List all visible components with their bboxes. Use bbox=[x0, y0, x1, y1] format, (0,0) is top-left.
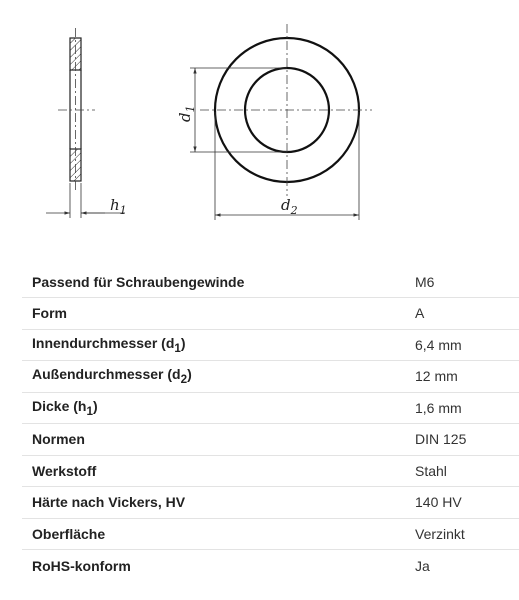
spec-row bbox=[22, 424, 519, 456]
spec-value: 140 HV bbox=[415, 487, 519, 519]
spec-value: 12 mm bbox=[415, 361, 519, 393]
spec-label bbox=[22, 550, 415, 582]
d2-label: $d_2$ bbox=[281, 196, 298, 217]
washer-technical-drawing bbox=[0, 0, 519, 240]
spec-label-text: Passend für Schraubengewinde bbox=[32, 273, 245, 290]
spec-label-text: Form bbox=[32, 305, 67, 322]
spec-value: 1,6 mm bbox=[415, 392, 519, 424]
h1-label: $h_1$ bbox=[110, 196, 127, 217]
spec-label bbox=[22, 455, 415, 487]
spec-row bbox=[22, 329, 519, 361]
spec-label-text: RoHS-konform bbox=[32, 557, 131, 574]
spec-label-text: Dicke (h bbox=[32, 397, 87, 414]
specs-table bbox=[22, 266, 519, 581]
spec-row bbox=[22, 298, 519, 330]
spec-label-suffix: ) bbox=[92, 397, 98, 414]
spec-row bbox=[22, 266, 519, 298]
side-view bbox=[46, 28, 127, 218]
spec-label-text: Außendurchmesser (d bbox=[32, 366, 181, 383]
spec-label bbox=[22, 298, 415, 330]
spec-label bbox=[22, 329, 415, 361]
spec-value: Ja bbox=[415, 550, 519, 582]
spec-value: Verzinkt bbox=[415, 518, 519, 550]
spec-label bbox=[22, 266, 415, 298]
spec-label-text: Innendurchmesser (d bbox=[32, 334, 175, 351]
spec-value: 6,4 mm bbox=[415, 329, 519, 361]
spec-value: Stahl bbox=[415, 455, 519, 487]
spec-row bbox=[22, 361, 519, 393]
specs-table-body bbox=[22, 266, 519, 581]
spec-label-text: Werkstoff bbox=[32, 462, 97, 479]
spec-label bbox=[22, 487, 415, 519]
spec-label bbox=[22, 424, 415, 456]
spec-value: M6 bbox=[415, 273, 435, 290]
spec-row bbox=[22, 455, 519, 487]
spec-row bbox=[22, 392, 519, 424]
spec-label-suffix: ) bbox=[180, 334, 186, 351]
spec-label-subscript: 1 bbox=[86, 404, 93, 418]
spec-label-subscript: 1 bbox=[174, 341, 181, 355]
spec-label-text: Härte nach Vickers, HV bbox=[32, 494, 186, 511]
spec-label bbox=[22, 518, 415, 550]
spec-label bbox=[22, 392, 415, 424]
spec-value: DIN 125 bbox=[415, 424, 519, 456]
spec-row bbox=[22, 487, 519, 519]
spec-label-text: Oberfläche bbox=[32, 525, 106, 542]
spec-label bbox=[22, 361, 415, 393]
spec-value: A bbox=[415, 298, 519, 330]
front-view bbox=[176, 24, 372, 220]
d1-label: $d_1$ bbox=[176, 105, 197, 122]
spec-row bbox=[22, 550, 519, 582]
spec-label-subscript: 2 bbox=[180, 373, 188, 387]
spec-row bbox=[22, 518, 519, 550]
spec-label-text: Normen bbox=[32, 431, 85, 448]
spec-label-suffix: ) bbox=[187, 366, 192, 383]
